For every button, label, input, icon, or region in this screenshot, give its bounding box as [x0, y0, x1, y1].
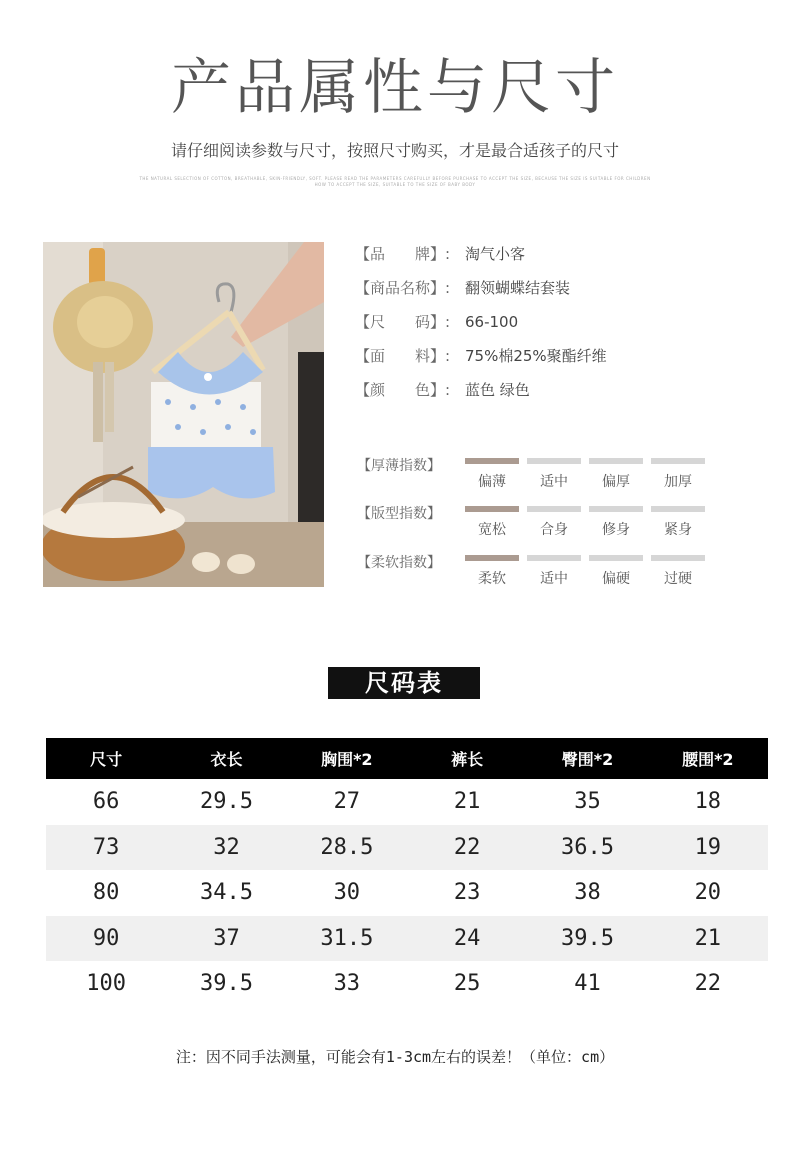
scale-bar: [651, 555, 705, 561]
table-cell: 100: [86, 971, 127, 997]
scale-option: [651, 555, 705, 588]
table-cell: 39.5: [200, 971, 253, 997]
column-header: 尺寸: [46, 738, 166, 779]
scale-label-thickness: 【厚薄指数】: [357, 458, 441, 474]
scale-option-label: 修身: [602, 522, 630, 538]
attribute-size-range: [355, 310, 518, 334]
table-cell: 28.5: [287, 825, 407, 871]
attribute-key: 【品 牌】:: [355, 245, 451, 263]
attribute-key: 【尺 码】:: [355, 313, 451, 331]
scale-label-fit: 【版型指数】: [357, 506, 441, 522]
fineprint-line-2: HOW TO ACCEPT THE SIZE, SUITABLE TO THE SIZE OF BABY BODY: [314, 182, 476, 187]
table-cell: 25: [453, 971, 481, 997]
measurement-note: 注：因不同手法测量，可能会有1-3cm左右的误差！（单位：cm）: [175, 1048, 615, 1066]
scale-option-label: 加厚: [664, 474, 692, 490]
scale-option-label: 合身: [540, 522, 568, 538]
column-header: 衣长: [166, 738, 286, 779]
table-row: [46, 779, 768, 825]
table-cell: 23: [453, 880, 481, 906]
scale-bar-selected: [465, 555, 519, 561]
column-header: 腰围*2: [648, 738, 768, 779]
table-cell: 41: [574, 971, 601, 997]
table-cell: 73: [46, 825, 166, 871]
table-cell: 90: [46, 916, 166, 962]
page-subtitle: 请仔细阅读参数与尺寸，按照尺寸购买，才是最合适孩子的尺寸: [170, 141, 619, 160]
attribute-color: [355, 378, 530, 402]
scale-bar-selected: [465, 458, 519, 464]
scale-label-softness: 【柔软指数】: [357, 555, 441, 571]
attribute-brand: [355, 242, 525, 266]
scale-option: [465, 555, 519, 588]
scale-bar: [527, 458, 581, 464]
table-cell: 27: [333, 789, 361, 815]
table-cell: 34.5: [200, 880, 253, 906]
column-header: 裤长: [407, 738, 527, 779]
table-row: [46, 961, 768, 1007]
scale-bar: [589, 458, 643, 464]
scale-bar: [651, 506, 705, 512]
scale-option: [527, 506, 581, 539]
scale-option: [589, 555, 643, 588]
table-cell: 36.5: [527, 825, 647, 871]
scale-bar-selected: [465, 506, 519, 512]
table-cell: 18: [694, 789, 722, 815]
table-cell: 32: [166, 825, 286, 871]
scale-option: [527, 555, 581, 588]
attribute-value: 淘气小客: [465, 245, 526, 263]
product-photo: [43, 242, 324, 587]
scale-option: [465, 458, 519, 491]
table-row: [46, 825, 768, 871]
scale-option-label: 宽松: [478, 522, 506, 538]
scale-option-label: 过硬: [664, 571, 692, 587]
table-cell: 66: [92, 789, 120, 815]
table-cell: 38: [574, 880, 601, 906]
attribute-value: 75%棉25%聚酯纤维: [465, 347, 607, 365]
table-cell: 24: [407, 916, 527, 962]
table-cell: 31.5: [287, 916, 407, 962]
attribute-value: 蓝色 绿色: [465, 381, 530, 399]
fineprint-line-1: THE NATURAL SELECTION OF COTTON, BREATHABLE, SKIN-FRIENDLY, SOFT. PLEASE READ THE PARAMETERS CAREFULLY BEFORE PURCHASE TO ACCEPT THE SIZE, BECAUSE THE SIZE IS SUITABLE FOR CHILDREN: [139, 176, 651, 181]
attribute-key: 【颜 色】:: [355, 381, 451, 399]
scale-option-label: 偏薄: [478, 474, 506, 490]
scale-option: [651, 506, 705, 539]
table-cell: 22: [407, 825, 527, 871]
attribute-product-name: [355, 276, 570, 300]
table-cell: 19: [648, 825, 768, 871]
scale-option-label: 偏硬: [602, 571, 630, 587]
table-cell: 30: [333, 880, 361, 906]
scale-option: [589, 458, 643, 491]
attribute-key: 【面 料】:: [355, 347, 451, 365]
table-cell: 80: [92, 880, 120, 906]
scale-bar: [651, 458, 705, 464]
table-header-row: [46, 738, 768, 779]
scale-option: [527, 458, 581, 491]
attribute-value: 翻领蝴蝶结套装: [465, 279, 571, 297]
scale-option-label: 柔软: [478, 571, 506, 587]
table-row: [46, 916, 768, 962]
table-cell: 39.5: [527, 916, 647, 962]
table-cell: 20: [694, 880, 722, 906]
table-row: [46, 870, 768, 916]
scale-bar: [527, 555, 581, 561]
scale-bar: [589, 506, 643, 512]
table-cell: 37: [166, 916, 286, 962]
scale-option-label: 偏厚: [602, 474, 630, 490]
attribute-value: 66-100: [465, 313, 519, 331]
table-cell: 29.5: [200, 789, 253, 815]
table-cell: 21: [453, 789, 481, 815]
scale-option-label: 紧身: [664, 522, 692, 538]
table-cell: 22: [694, 971, 722, 997]
page-title: 产品属性与尺寸: [171, 53, 619, 123]
attribute-fabric: [355, 344, 607, 368]
table-cell: 21: [648, 916, 768, 962]
column-header: 胸围*2: [287, 738, 407, 779]
scale-option: [589, 506, 643, 539]
attribute-key: 【商品名称】:: [355, 279, 451, 297]
scale-option: [465, 506, 519, 539]
column-header: 臀围*2: [527, 738, 647, 779]
scale-option-label: 适中: [540, 474, 568, 490]
table-cell: 33: [333, 971, 361, 997]
size-table: [46, 738, 768, 1007]
scale-bar: [589, 555, 643, 561]
scale-option: [651, 458, 705, 491]
scale-option-label: 适中: [540, 571, 568, 587]
size-chart-title: 尺码表: [328, 667, 480, 699]
table-cell: 35: [574, 789, 601, 815]
scale-bar: [527, 506, 581, 512]
